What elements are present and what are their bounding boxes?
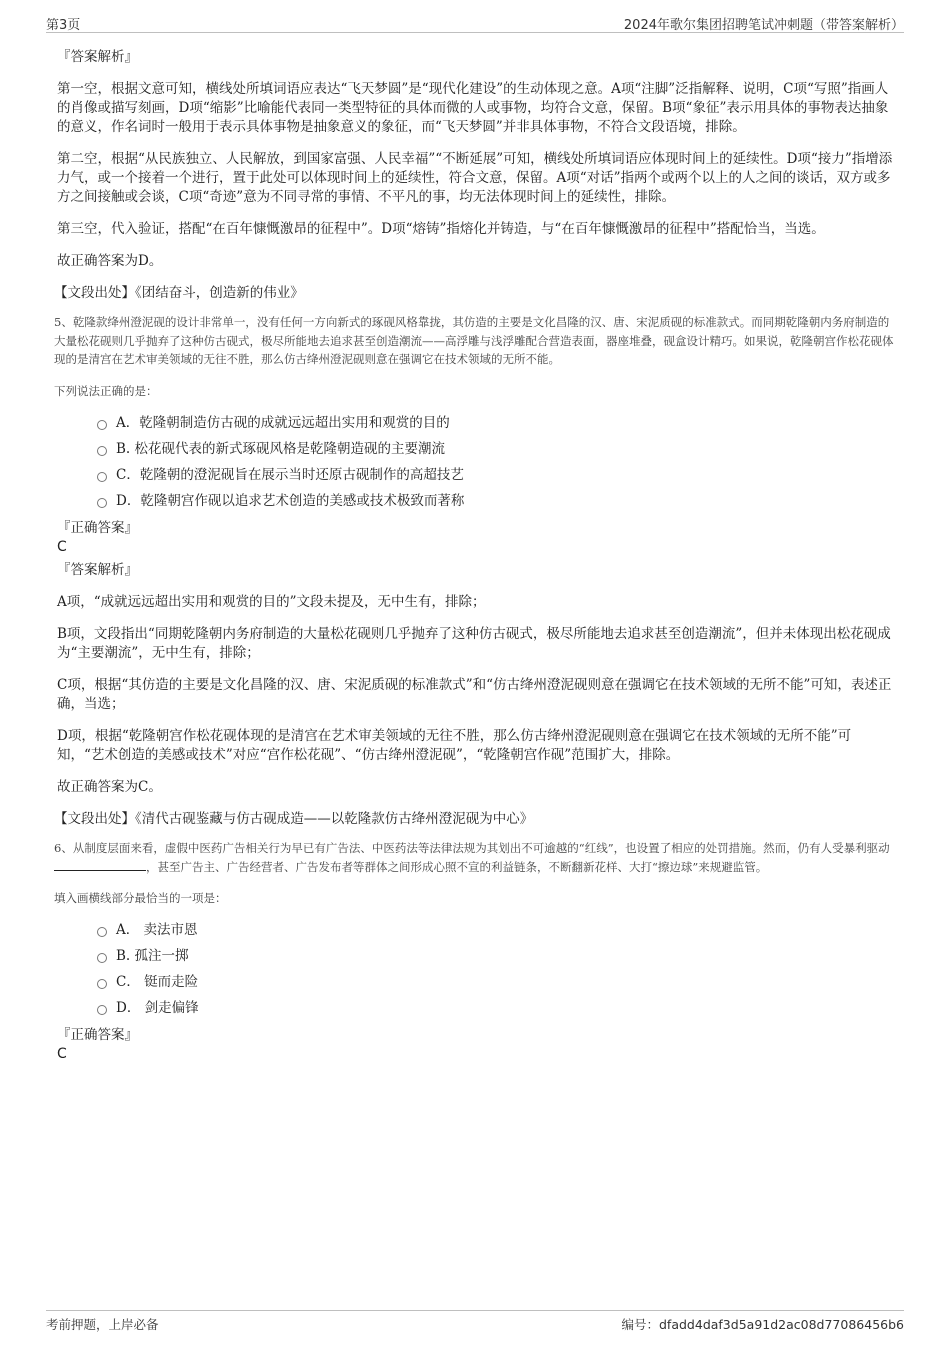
q5-conclusion: 故正确答案为C。: [57, 779, 162, 795]
prev-analysis-para-2: 第二空，根据“从民族独立、人民解放，到国家富强、人民幸福”“不断延展”可知，横线处所填词语应体现时间上的延续性。D项“接力”指增添力气，或一个接着一个进行，置于此处可以体现时间上的延续性，符合文意，保留。A项“对话”指两个或两个以上的人之间的谈话，双方或多方之间接触或会谈，C项“奇迹”意为不同寻常的事情、不平凡的事，均无法体现时间上的延续性，排除。: [57, 151, 893, 205]
radio-button-icon[interactable]: [97, 472, 107, 482]
q5-correct-label: 『正确答案』: [57, 520, 138, 536]
q6-stem-after: ，甚至广告主、广告经营者、广告发布者等群体之间形成心照不宣的利益链条，不断翻新花样、大打“擦边球”来规避监管。: [146, 859, 768, 874]
prev-analysis-para-3: 第三空，代入验证，搭配“在百年慷慨激昂的征程中”。D项“熔铸”指熔化并铸造，与“在百年慷慨激昂的征程中”搭配恰当，当选。: [57, 221, 825, 237]
q5-stem: 5、乾隆款绛州澄泥砚的设计非常单一，没有任何一方向新式的琢砚风格靠拢，其仿造的主要是文化昌隆的汉、唐、宋泥质砚的标准款式。而同期乾隆朝内务府制造的大量松花砚则几乎抛弃了这种仿古砚式，极尽所能地去追求甚至创造潮流——高浮雕与浅浮雕配合营造表面，器座堆叠，砚盒设计精巧。如果说，乾隆朝宫作松花砚体现的是清宫在艺术审美领域的无往不胜，那么仿古绛州澄泥砚则意在强调它在技术领域的无所不能。: [54, 315, 894, 366]
q5-option-c-text: C．乾隆朝的澄泥砚旨在展示当时还原古砚制作的高超技艺: [116, 467, 464, 483]
q5-prompt: 下列说法正确的是：: [54, 383, 158, 398]
q5-option-a-text: A．乾隆朝制造仿古砚的成就远远超出实用和观赏的目的: [116, 415, 450, 431]
footer-slogan: 考前押题，上岸必备: [46, 1317, 159, 1332]
q6-options: [57, 921, 897, 1018]
page-number: 第3页: [46, 18, 81, 33]
q6-correct-answer: C: [57, 1045, 67, 1062]
radio-button-icon[interactable]: [97, 446, 107, 456]
q6-option-b[interactable]: [97, 947, 897, 966]
q6-correct-label: 『正确答案』: [57, 1026, 138, 1043]
q5-analysis-b: B项，文段指出“同期乾隆朝内务府制造的大量松花砚则几乎抛弃了这种仿古砚式，极尽所能地去追求甚至创造潮流”，但并未体现出松花砚成为“主要潮流”，无中生有，排除；: [57, 626, 891, 661]
q5-analysis-a: A项，“成就远远超出实用和观赏的目的”文段未提及，无中生有，排除；: [57, 594, 486, 610]
radio-button-icon[interactable]: [97, 420, 107, 430]
q6-stem-before: 6、从制度层面来看，虚假中医药广告相关行为早已有广告法、中医药法等法律法规为其划出不可逾越的“红线”，也设置了相应的处罚措施。然而，仍有人受暴利驱动: [54, 841, 890, 855]
q6-stem: [54, 839, 897, 876]
q5-analysis-c: C项，根据“其仿造的主要是文化昌隆的汉、唐、宋泥质砚的标准款式”和“仿古绛州澄泥砚则意在强调它在技术领域的无所不能”可知，表述正确，当选；: [57, 677, 892, 712]
radio-button-icon[interactable]: [97, 979, 107, 989]
q6-option-c-text: C． 铤而走险: [116, 973, 199, 990]
document-title: 2024年歌尔集团招聘笔试冲刺题（带答案解析）: [623, 18, 904, 33]
q5-option-b[interactable]: [97, 440, 897, 459]
radio-button-icon[interactable]: [97, 1005, 107, 1015]
q6-option-d-text: D． 剑走偏锋: [116, 999, 199, 1016]
prev-analysis-label: 『答案解析』: [57, 49, 138, 65]
prev-source: 【文段出处】《团结奋斗，创造新的伟业》: [54, 285, 304, 301]
page-content: [54, 46, 897, 1064]
radio-button-icon[interactable]: [97, 953, 107, 963]
prev-conclusion: 故正确答案为D。: [57, 253, 163, 269]
prev-analysis-para-1: 第一空，根据文意可知，横线处所填词语应表达“飞天梦圆”是“现代化建设”的生动体现之意。A项“注脚”泛指解释、说明，C项“写照”指画人的肖像或描写刻画，D项“缩影”比喻能代表同一类型特征的具体而微的人或事物，均符合文意，保留。B项“象征”表示用具体的事物表达抽象的意义，作名词时一般用于表示具体事物是抽象意义的象征，而“飞天梦圆”并非具体事物，不符合文段语境，排除。: [57, 81, 889, 135]
q5-options: [57, 414, 897, 511]
q5-option-d[interactable]: [97, 492, 897, 511]
q5-analysis-d: D项，根据“乾隆朝宫作松花砚体现的是清宫在艺术审美领域的无往不胜，那么仿古绛州澄泥砚则意在强调它在技术领域的无所不能”可知，“艺术创造的美感或技术”对应“宫作松花砚”、“仿古绛州澄泥砚”，“乾隆朝宫作砚”范围扩大，排除。: [57, 728, 852, 763]
q5-option-b-text: B. 松花砚代表的新式琢砚风格是乾隆朝造砚的主要潮流: [116, 441, 446, 457]
q5-option-c[interactable]: [97, 466, 897, 485]
q5-source: 【文段出处】《清代古砚鉴藏与仿古砚成造——以乾隆款仿古绛州澄泥砚为中心》: [54, 811, 534, 827]
q6-option-b-text: B. 孤注一掷: [116, 947, 189, 964]
page-footer: [46, 1310, 904, 1335]
q5-option-a[interactable]: [97, 414, 897, 433]
answer-blank: [54, 858, 146, 871]
q5-correct-answer: C: [57, 539, 67, 555]
q6-option-a[interactable]: [97, 921, 897, 940]
q6-option-d[interactable]: [97, 999, 897, 1018]
q6-prompt: 填入画横线部分最恰当的一项是：: [54, 891, 227, 905]
radio-button-icon[interactable]: [97, 927, 107, 937]
radio-button-icon[interactable]: [97, 498, 107, 508]
q5-analysis-label: 『答案解析』: [57, 562, 138, 578]
document-code: 编号：dfadd4daf3d5a91d2ac08d77086456b6: [621, 1317, 904, 1332]
q6-option-c[interactable]: [97, 973, 897, 992]
q5-option-d-text: D．乾隆朝宫作砚以追求艺术创造的美感或技术极致而著称: [116, 493, 465, 509]
page-header: [46, 14, 904, 33]
q6-option-a-text: A． 卖法市恩: [116, 921, 198, 938]
